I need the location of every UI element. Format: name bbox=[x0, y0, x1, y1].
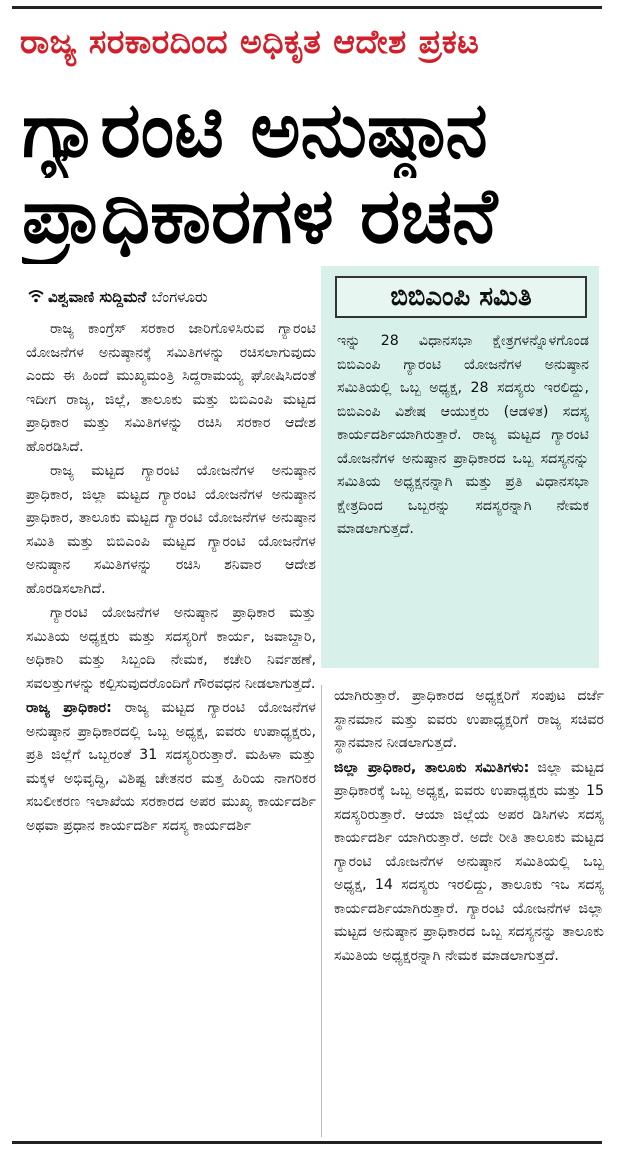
paragraph bbox=[26, 697, 316, 838]
bottom-rule bbox=[12, 1141, 602, 1144]
sidebar-body bbox=[337, 330, 589, 660]
byline-source: ವಿಶ್ವವಾಣಿ ಸುದ್ದಿಮನೆ bbox=[48, 288, 147, 306]
headline-line-1: ಗ್ಯಾರಂಟಿ ಅನುಷ್ಠಾನ bbox=[22, 85, 488, 174]
paragraph: ಗ್ಯಾರಂಟಿ ಯೋಜನೆಗಳ ಅನುಷ್ಠಾನ ಪ್ರಾಧಿಕಾರ ಮತ್ತು ಸಮಿತಿಯ ಅಧ್ಯಕ್ಷರು ಮತ್ತು ಸದಸ್ಯರಿಗೆ ಕಾರ್ಯ, ಜವಾಬ್ದಾರಿ, ಅಧಿಕಾರಿ ಮತ್ತು ಸಿಬ್ಬಂದಿ ನೇಮಕ, ಕಚೇರಿ ನಿರ್ವಹಣೆ, ಸವಲತ್ತುಗಳನ್ನು ಕಲ್ಪಿಸುವುದರೊಂದಿಗೆ ಗೌರವಧನ ನೀಡಲಾಗುತ್ತದೆ. bbox=[26, 605, 316, 692]
paragraph: ಯಾಗಿರುತ್ತಾರೆ. ಪ್ರಾಧಿಕಾರದ ಅಧ್ಯಕ್ಷರಿಗೆ ಸಂಪುಟ ದರ್ಜೆ ಸ್ಥಾನಮಾನ ಮತ್ತು ಐವರು ಉಪಾಧ್ಯಕ್ಷರಿಗೆ ರಾಜ್ಯ ಸಚಿವರ ಸ್ಥಾನಮಾನ ನೀಡಲಾಗುತ್ತದೆ. bbox=[334, 688, 604, 751]
paragraph-text: ಜಿಲ್ಲಾ ಮಟ್ಟದ ಪ್ರಾಧಿಕಾರಕ್ಕೆ ಒಬ್ಬ ಅಧ್ಯಕ್ಷ, ಐವರು ಉಪಾಧ್ಯಕ್ಷರು ಮತ್ತು 15 ಸದಸ್ಯರಿರುತ್ತಾರೆ. ಆಯಾ ಜಿಲ್ಲೆಯ ಅಪರ ಡಿಸಿಗಳು ಸದಸ್ಯ ಕಾರ್ಯದರ್ಶಿ ಯಾಗಿರುತ್ತಾರೆ. ಅದೇ ರೀತಿ ತಾಲೂಕು ಮಟ್ಟದ ಗ್ಯಾರಂಟಿ ಯೋಜನೆಗಳ ಅನುಷ್ಠಾನ ಸಮಿತಿಯಲ್ಲಿ ಒಬ್ಬ ಅಧ್ಯಕ್ಷ, 14 ಸದಸ್ಯರು ಇರಲಿದ್ದು, ತಾಲೂಕು ಇಒ ಸದಸ್ಯ ಕಾರ್ಯದರ್ಶಿಯಾಗಿರುತ್ತಾರೆ. ಗ್ಯಾರಂಟಿ ಯೋಜನೆಗಳ ಜಿಲ್ಲಾ ಮಟ್ಟದ ಅನುಷ್ಠಾನ ಪ್ರಾಧಿಕಾರದ ಒಬ್ಬ ಸದಸ್ಯನನ್ನು ತಾಲೂಕು ಸಮಿತಿಯ ಅಧ್ಯಕ್ಷರನ್ನಾಗಿ ನೇಮಕ ಮಾಡಲಾಗುತ್ತದೆ. bbox=[334, 759, 604, 964]
subheading: ರಾಜ್ಯ ಪ್ರಾಧಿಕಾರ: bbox=[26, 700, 112, 716]
paragraph: ರಾಜ್ಯ ಕಾಂಗ್ರೆಸ್ ಸರಕಾರ ಜಾರಿಗೊಳಿಸಿರುವ ಗ್ಯಾರಂಟಿ ಯೋಜನೆಗಳ ಅನುಷ್ಠಾನಕ್ಕೆ ಸಮಿತಿಗಳನ್ನು ರಚಿಸಲಾಗುವುದು ಎಂದು ಈ ಹಿಂದೆ ಮುಖ್ಯಮಂತ್ರಿ ಸಿದ್ದರಾಮಯ್ಯ ಘೋಷಿಸಿದಂತೆ ಇದೀಗ ರಾಜ್ಯ, ಜಿಲ್ಲೆ, ತಾಲೂಕು ಮತ್ತು ಬಿಬಿಎಂಪಿ ಮಟ್ಟದ ಪ್ರಾಧಿಕಾರ ಮತ್ತು ಸಮಿತಿಗಳನ್ನು ರಚಿಸಿ ಸರಕಾರ ಆದೇಶ ಹೊರಡಿಸಿದೆ. bbox=[26, 321, 316, 455]
paragraph bbox=[334, 757, 604, 969]
top-rule bbox=[12, 6, 602, 9]
sidebar-box bbox=[321, 266, 599, 668]
subheading: ಜಿಲ್ಲಾ ಪ್ರಾಧಿಕಾರ, ತಾಲೂಕು ಸಮಿತಿಗಳು: bbox=[334, 759, 530, 776]
article-right-column bbox=[334, 685, 604, 1137]
sidebar-paragraph: ಇನ್ನು 28 ವಿಧಾನಸಭಾ ಕ್ಷೇತ್ರಗಳನ್ನೊಳಗೊಂಡ ಬಿಬಿಎಂಪಿ ಗ್ಯಾರಂಟಿ ಯೋಜನೆಗಳ ಅನುಷ್ಠಾನ ಸಮಿತಿಯಲ್ಲಿ ಒಬ್ಬ ಅಧ್ಯಕ್ಷ, 28 ಸದಸ್ಯರು ಇರಲಿದ್ದು, ಬಿಬಿಎಂಪಿ ವಿಶೇಷ ಆಯುಕ್ತರು (ಆಡಳಿತ) ಸದಸ್ಯ ಕಾರ್ಯದರ್ಶಿಯಾಗಿರುತ್ತಾರೆ. ರಾಜ್ಯ ಮಟ್ಟದ ಗ್ಯಾರಂಟಿ ಯೋಜನೆಗಳ ಅನುಷ್ಠಾನ ಪ್ರಾಧಿಕಾರದ ಒಬ್ಬ ಸದಸ್ಯನನ್ನು ಸಮಿತಿಯ ಅಧ್ಯಕ್ಷನನ್ನಾಗಿ ಮತ್ತು ಪ್ರತಿ ವಿಧಾನಸಭಾ ಕ್ಷೇತ್ರದಿಂದ ಒಬ್ಬರನ್ನು ಸದಸ್ಯರನ್ನಾಗಿ ನೇಮಕ ಮಾಡಲಾಗುತ್ತದೆ. bbox=[337, 333, 589, 537]
sidebar-title: ಬಿಬಿಎಂಪಿ ಸಮಿತಿ bbox=[335, 276, 587, 318]
byline bbox=[28, 288, 318, 312]
kicker: ರಾಜ್ಯ ಸರಕಾರದಿಂದ ಅಧಿಕೃತ ಆದೇಶ ಪ್ರಕಟ bbox=[20, 22, 480, 61]
paragraph: ರಾಜ್ಯ ಮಟ್ಟದ ಗ್ಯಾರಂಟಿ ಯೋಜನೆಗಳ ಅನುಷ್ಠಾನ ಪ್ರಾಧಿಕಾರ, ಜಿಲ್ಲಾ ಮಟ್ಟದ ಗ್ಯಾರಂಟಿ ಯೋಜನೆಗಳ ಅನುಷ್ಠಾನ ಪ್ರಾಧಿಕಾರ, ತಾಲೂಕು ಮಟ್ಟದ ಗ್ಯಾರಂಟಿ ಯೋಜನೆಗಳ ಅನುಷ್ಠಾನ ಸಮಿತಿ ಮತ್ತು ಬಿಬಿಎಂಪಿ ಮಟ್ಟದ ಗ್ಯಾರಂಟಿ ಯೋಜನೆಗಳ ಅನುಷ್ಠಾನ ಸಮಿತಿಗಳನ್ನು ರಚಿಸಿ ಶನಿವಾರ ಆದೇಶ ಹೊರಡಿಸಲಾಗಿದೆ. bbox=[26, 463, 316, 597]
column-divider bbox=[321, 685, 322, 1137]
headline-line-2: ಪ್ರಾಧಿಕಾರಗಳ ರಚನೆ bbox=[22, 171, 498, 260]
article-left-column bbox=[26, 318, 316, 1138]
wifi-icon bbox=[28, 289, 44, 303]
paragraph-text: ರಾಜ್ಯ ಮಟ್ಟದ ಗ್ಯಾರಂಟಿ ಯೋಜನೆಗಳ ಅನುಷ್ಠಾನ ಪ್ರಾಧಿಕಾರದಲ್ಲಿ ಒಬ್ಬ ಅಧ್ಯಕ್ಷ, ಐವರು ಉಪಾಧ್ಯಕ್ಷರು, ಪ್ರತಿ ಜಿಲ್ಲೆಗೆ ಒಬ್ಬರಂತೆ 31 ಸದಸ್ಯರಿರುತ್ತಾರೆ. ಮಹಿಳಾ ಮತ್ತು ಮಕ್ಕಳ ಅಭಿವೃದ್ಧಿ, ವಿಶಿಷ್ಟ ಚೇತನರ ಮತ್ತ ಹಿರಿಯ ನಾಗರಿಕರ ಸಬಲೀಕರಣ ಇಲಾಖೆಯ ಸರಕಾರದ ಅಪರ ಮುಖ್ಯ ಕಾರ್ಯದರ್ಶಿ ಅಥವಾ ಪ್ರಧಾನ ಕಾರ್ಯದರ್ಶಿ ಸದಸ್ಯ ಕಾರ್ಯದರ್ಶಿ bbox=[26, 700, 316, 834]
byline-place: ಬೆಂಗಳೂರು bbox=[151, 288, 208, 306]
